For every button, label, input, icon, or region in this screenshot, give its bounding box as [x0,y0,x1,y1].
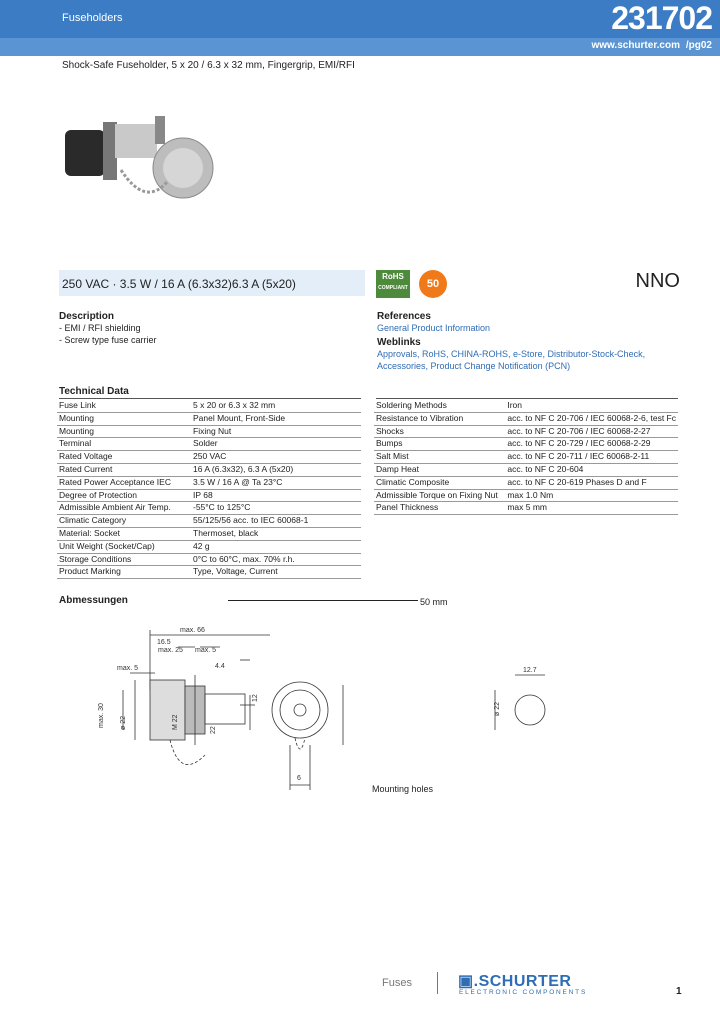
spec-row [57,502,361,515]
description-title: Description [59,311,115,322]
spec-value: Type, Voltage, Current [191,566,361,579]
product-subtitle: Shock-Safe Fuseholder, 5 x 20 / 6.3 x 32 mm, Fingergrip, EMI/RFI [62,60,355,71]
rating-text: 250 VAC · 3.5 W / 16 A (6.3x32)6.3 A (5x20) [62,277,296,291]
spec-value: -55°C to 125°C [191,502,361,515]
footer-category: Fuses [382,977,412,989]
dim-hole: ø 22 [494,701,501,716]
spec-row [57,412,361,425]
spec-label: Material: Socket [57,527,191,540]
description-item: - Screw type fuse carrier [59,335,157,345]
dim-16: 16.5 [157,639,171,646]
spec-row [374,502,678,515]
approval-mark: NNO [635,270,680,292]
website-link[interactable]: www.schurter.com [591,40,680,51]
spec-value: acc. to NF C 20-706 / IEC 60068-2-6, test Fc [505,412,678,425]
dim-22: 22 [210,726,217,734]
divider [59,398,361,399]
dim-max30: max. 30 [98,703,105,728]
spec-label: Salt Mist [374,451,505,464]
spec-row [57,463,361,476]
general-product-info-link[interactable]: General Product Information [377,323,491,333]
spec-label: Storage Conditions [57,553,191,566]
spec-value: Solder [191,438,361,451]
spec-value: max 1.0 Nm [505,489,678,502]
spec-row [374,425,678,438]
dim-4-4: 4.4 [215,663,225,670]
spec-value: 16 A (6.3x32), 6.3 A (5x20) [191,463,361,476]
schurter-logo: ▣.SCHURTER [458,973,572,990]
dimension-drawing [95,620,565,795]
spec-label: Climatic Composite [374,476,505,489]
rohs-label: RoHS [382,272,404,281]
dim-max66: max. 66 [180,627,205,634]
mounting-holes-caption: Mounting holes [372,784,434,794]
spec-row [57,489,361,502]
spec-label: Admissible Torque on Fixing Nut [374,489,505,502]
spec-label: Bumps [374,438,505,451]
spec-value: max 5 mm [505,502,678,515]
spec-label: Climatic Category [57,515,191,528]
spec-label: Rated Power Acceptance IEC [57,476,191,489]
spec-row [57,451,361,464]
spec-label: Product Marking [57,566,191,579]
dim-6: 6 [297,775,301,782]
rohs-sublabel: COMPLIANT [378,285,408,291]
spec-label: Soldering Methods [374,400,505,412]
weblinks-title: Weblinks [377,337,421,348]
spec-row [57,553,361,566]
category-label: Fuseholders [62,12,123,24]
spec-label: Fuse Link [57,400,191,412]
dim-max5: max. 5 [195,647,217,654]
page-number: 1 [676,986,682,997]
technical-table-left [57,400,361,579]
description-item: - EMI / RFI shielding [59,323,141,333]
footer-divider [437,972,438,994]
spec-row [57,476,361,489]
scale-label: 50 mm [420,597,448,607]
dimensions-title: Abmessungen [59,595,128,606]
spec-label: Admissible Ambient Air Temp. [57,502,191,515]
spec-row [57,438,361,451]
spec-value: 5 x 20 or 6.3 x 32 mm [191,400,361,412]
spec-row [374,476,678,489]
weblinks-line-1[interactable]: Approvals, RoHS, CHINA-ROHS, e-Store, Distributor-Stock-Check, [377,349,646,359]
spec-row [57,527,361,540]
spec-value: 42 g [191,540,361,553]
spec-value: 55/125/56 acc. to IEC 60068-1 [191,515,361,528]
spec-label: Unit Weight (Socket/Cap) [57,540,191,553]
rohs-badge [376,270,410,298]
weblinks-line-2[interactable]: Accessories, Product Change Notification (PCN) [377,361,571,371]
spec-value: Fixing Nut [191,425,361,438]
spec-label: Rated Voltage [57,451,191,464]
dim-12-7: 12.7 [523,667,537,674]
spec-row [57,425,361,438]
header-bar [0,0,720,56]
spec-label: Shocks [374,425,505,438]
spec-label: Resistance to Vibration [374,412,505,425]
spec-row [374,400,678,412]
spec-value: Iron [505,400,678,412]
spec-row [57,400,361,412]
schurter-logo-subtitle: ELECTRONIC COMPONENTS [459,989,588,996]
spec-label: Damp Heat [374,463,505,476]
spec-value: acc. to NF C 20-706 / IEC 60068-2-27 [505,425,678,438]
dim-max5b: max. 5 [117,665,139,672]
spec-row [374,489,678,502]
fifty-year-badge: 50 [419,270,447,298]
dim-m22: M 22 [172,714,179,730]
technical-data-title: Technical Data [59,386,129,397]
spec-row [57,540,361,553]
spec-row [374,463,678,476]
spec-value: acc. to NF C 20-729 / IEC 60068-2-29 [505,438,678,451]
spec-value: Panel Mount, Front-Side [191,412,361,425]
dim-d22: ø 22 [120,715,127,730]
references-title: References [377,311,431,322]
spec-label: Mounting [57,412,191,425]
spec-row [57,515,361,528]
spec-value: acc. to NF C 20-604 [505,463,678,476]
divider [376,398,678,399]
spec-value: 250 VAC [191,451,361,464]
scale-bar [228,600,418,601]
spec-label: Terminal [57,438,191,451]
spec-value: acc. to NF C 20-711 / IEC 60068-2-11 [505,451,678,464]
spec-row [374,412,678,425]
spec-value: IP 68 [191,489,361,502]
spec-value: Thermoset, black [191,527,361,540]
spec-label: Degree of Protection [57,489,191,502]
dim-12: 12 [252,694,259,702]
spec-label: Panel Thickness [374,502,505,515]
spec-row [57,566,361,579]
technical-table-right [374,400,678,515]
spec-row [374,451,678,464]
dim-max25: max. 25 [158,647,183,654]
spec-value: acc. to NF C 20-619 Phases D and F [505,476,678,489]
website-link-path[interactable]: /pg02 [685,40,712,51]
spec-value: 3.5 W / 16 A @ Ta 23°C [191,476,361,489]
spec-value: 0°C to 60°C, max. 70% r.h. [191,553,361,566]
spec-label: Mounting [57,425,191,438]
spec-label: Rated Current [57,463,191,476]
part-number: 231702 [611,0,712,36]
spec-row [374,438,678,451]
product-photo [55,112,215,212]
